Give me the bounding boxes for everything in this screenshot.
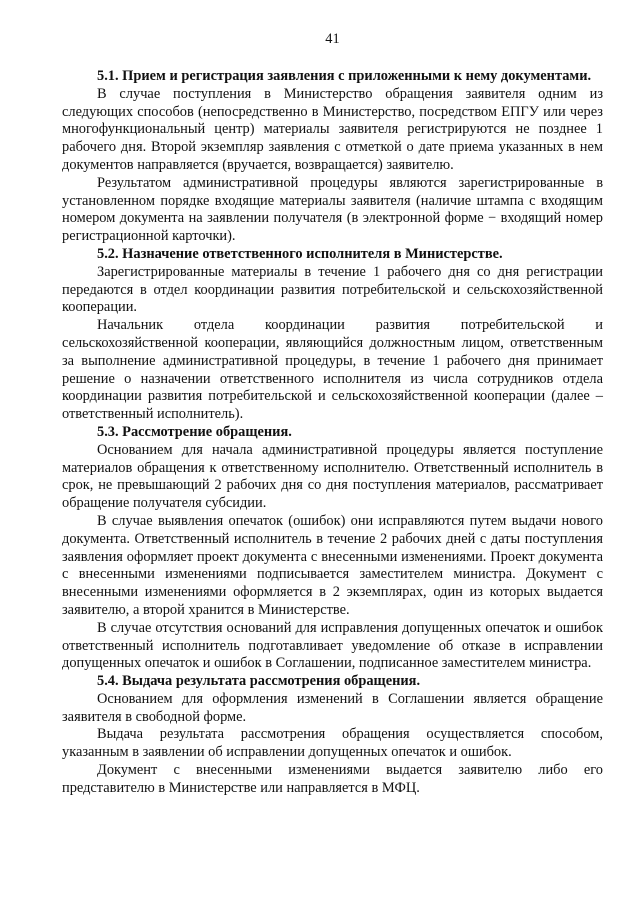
paragraph: Основанием для начала административной процедуры является поступление материалов обращения к ответственному исполнителю. Ответственный исполнитель в срок, не превышающий 2 рабочих дня со дня поступления материалов, рассматривает обращение получателя субсидии. — [62, 441, 603, 512]
section-5-4 — [62, 673, 603, 798]
paragraph: В случае поступления в Министерство обращения заявителя одним из следующих способов (непосредственно в Министерство, посредством ЕПГУ или через многофункциональный центр) материалы заявителя регистрируются не позднее 1 рабочего дня. Второй экземпляр заявления с отметкой о дате приема указанных в нем документов направляется (вручается, возвращается) заявителю. — [62, 85, 603, 173]
paragraph: Основанием для оформления изменений в Соглашении является обращение заявителя в свободной форме. — [62, 690, 603, 725]
paragraph: Выдача результата рассмотрения обращения осуществляется способом, указанным в заявлении об исправлении допущенных опечаток и ошибок. — [62, 726, 603, 761]
section-5-3 — [62, 424, 603, 673]
paragraph: В случае выявления опечаток (ошибок) они исправляются путем выдачи нового документа. Ответственный исполнитель в течение 2 рабочих дней с даты поступления заявления оформляет проект документа с внесенными изменениями. Проект документа с внесенными изменениями подписывается заместителем министра. Документ с внесенными изменениями оформляется в 2 экземплярах, один из которых выдается заявителю, а второй хранится в Министерстве. — [62, 512, 603, 618]
paragraph: Результатом административной процедуры являются зарегистрированные в установленном порядке входящие материалы заявителя (наличие штампа с входящим номером документа на заявлении получателя (в электронной форме − входящий номер регистрационной карточки). — [62, 174, 603, 245]
section-5-2 — [62, 246, 603, 424]
paragraph: Зарегистрированные материалы в течение 1 рабочего дня со дня регистрации передаются в отдел координации развития потребительской и сельскохозяйственной кооперации. — [62, 263, 603, 316]
paragraph: Документ с внесенными изменениями выдается заявителю либо его представителю в Министерстве или направляется в МФЦ. — [62, 762, 603, 796]
page-number: 41 — [325, 31, 340, 47]
section-heading: 5.1. Прием и регистрация заявления с приложенными к нему документами. — [97, 68, 592, 84]
section-heading: 5.4. Выдача результата рассмотрения обращения. — [97, 673, 421, 690]
section-heading: 5.3. Рассмотрение обращения. — [97, 423, 292, 440]
section-5-1 — [62, 68, 603, 246]
paragraph: В случае отсутствия оснований для исправления допущенных опечаток и ошибок ответственный исполнитель подготавливает уведомление об отказе в исправлении допущенных опечаток и ошибок в Соглашении, подписанное заместителем министра. — [62, 619, 603, 672]
paragraph: Начальник отдела координации развития потребительской и сельскохозяйственной кооперации, являющийся должностным лицом, ответственным за выполнение административной процедуры, в течение 1 рабочего дня принимает решение о назначении ответственного исполнителя из числа сотрудников отдела координации развития потребительской и сельскохозяйственной кооперации (далее – ответственный исполнитель). — [62, 317, 603, 423]
section-heading: 5.2. Назначение ответственного исполнителя в Министерстве. — [97, 245, 503, 262]
